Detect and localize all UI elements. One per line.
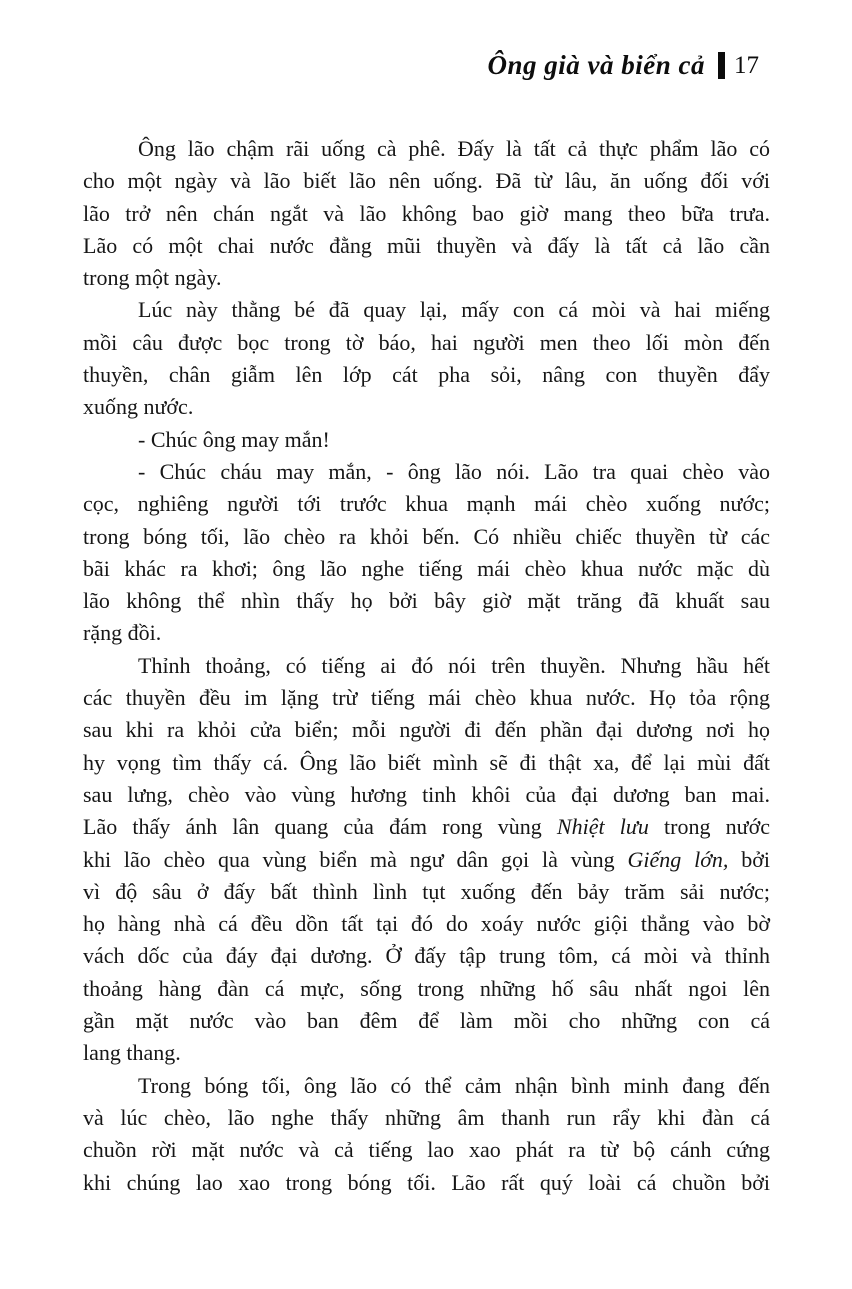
- text-line: Lão thấy ánh lân quang của đám rong vùng Nhiệt lưu trong nước: [83, 814, 771, 840]
- text-line: khi lão chèo qua vùng biển mà ngư dân gọi là vùng Giếng lớn, bởi: [83, 846, 770, 872]
- page-number: 17: [734, 51, 759, 79]
- page-body: [83, 133, 770, 1199]
- paragraph: [83, 650, 770, 1070]
- text-line: thuyền, chân giẫm lên lớp cát pha sỏi, nâng con thuyền đẩy: [83, 362, 770, 388]
- text-line: hy vọng tìm thấy cá. Ông lão biết mình sẽ đi thật xa, để lại mùi đất: [83, 749, 770, 775]
- text-line: vách dốc của đáy đại dương. Ở đấy tập trung tôm, cá mòi và thỉnh: [83, 943, 770, 969]
- text-line: trong bóng tối, lão chèo ra khỏi bến. Có nhiều chiếc thuyền từ các: [83, 523, 770, 549]
- text-line: bãi khác ra khơi; ông lão nghe tiếng mái chèo khua nước mặc dù: [83, 555, 770, 581]
- text-line: cọc, nghiêng người tới trước khua mạnh mái chèo xuống nước;: [83, 491, 770, 517]
- text-line: gần mặt nước vào ban đêm để làm mồi cho những con cá: [83, 1008, 770, 1034]
- text-line: khi chúng lao xao trong bóng tối. Lão rất quý loài cá chuồn bởi: [83, 1169, 770, 1195]
- text-line: các thuyền đều im lặng trừ tiếng mái chèo khua nước. Họ tỏa rộng: [83, 685, 770, 711]
- text-line: lão không thể nhìn thấy họ bởi bây giờ mặt trăng đã khuất sau: [83, 588, 770, 614]
- text-line: sau lưng, chèo vào vùng hương tinh khôi của đại dương ban mai.: [83, 781, 770, 807]
- paragraph: [83, 133, 770, 294]
- text-line: họ hàng nhà cá đều dồn tất tại đó do xoáy nước giội thẳng vào bờ: [83, 911, 770, 937]
- text-line: Lúc này thằng bé đã quay lại, mấy con cá mòi và hai miếng: [138, 297, 770, 323]
- text-line: rặng đồi.: [83, 620, 162, 646]
- text-line: Ông lão chậm rãi uống cà phê. Đấy là tất cả thực phẩm lão có: [138, 136, 770, 161]
- text-line: thoảng hàng đàn cá mực, sống trong những hố sâu nhất ngoi lên: [83, 975, 770, 1001]
- text-line: mồi câu được bọc trong tờ báo, hai người men theo lối mòn đến: [83, 329, 770, 355]
- text-line: - Chúc ông may mắn!: [138, 426, 330, 452]
- text-line: Lão có một chai nước đằng mũi thuyền và đấy là tất cả lão cần: [83, 232, 770, 258]
- text-line: vì độ sâu ở đấy bất thình lình tụt xuống đến bảy trăm sải nước;: [83, 878, 770, 904]
- text-line: Thỉnh thoảng, có tiếng ai đó nói trên thuyền. Nhưng hầu hết: [138, 652, 770, 678]
- text-line: lão trở nên chán ngắt và lão không bao giờ mang theo bữa trưa.: [83, 200, 770, 226]
- paragraph: [83, 1070, 770, 1199]
- text-line: sau khi ra khỏi cửa biển; mỗi người đi đến phần đại dương nơi họ: [83, 717, 770, 743]
- text-line: xuống nước.: [83, 394, 194, 420]
- page-header: [488, 50, 760, 81]
- running-title: Ông già và biển cả: [487, 50, 705, 80]
- text-line: trong một ngày.: [83, 265, 222, 291]
- text-line: lang thang.: [83, 1040, 181, 1066]
- text-line: cho một ngày và lão biết lão nên uống. Đã từ lâu, ăn uống đối với: [83, 168, 770, 194]
- text-line: - Chúc cháu may mắn, - ông lão nói. Lão tra quai chèo vào: [138, 458, 770, 484]
- text-line: và lúc chèo, lão nghe thấy những âm thanh run rẩy khi đàn cá: [83, 1104, 770, 1130]
- paragraph: [83, 294, 770, 423]
- paragraph: [83, 456, 770, 650]
- text-line: chuồn rời mặt nước và cả tiếng lao xao phát ra từ bộ cánh cứng: [83, 1137, 770, 1163]
- header-divider-bar: [718, 52, 725, 79]
- paragraph: [83, 424, 770, 456]
- text-line: Trong bóng tối, ông lão có thể cảm nhận bình minh đang đến: [138, 1072, 770, 1098]
